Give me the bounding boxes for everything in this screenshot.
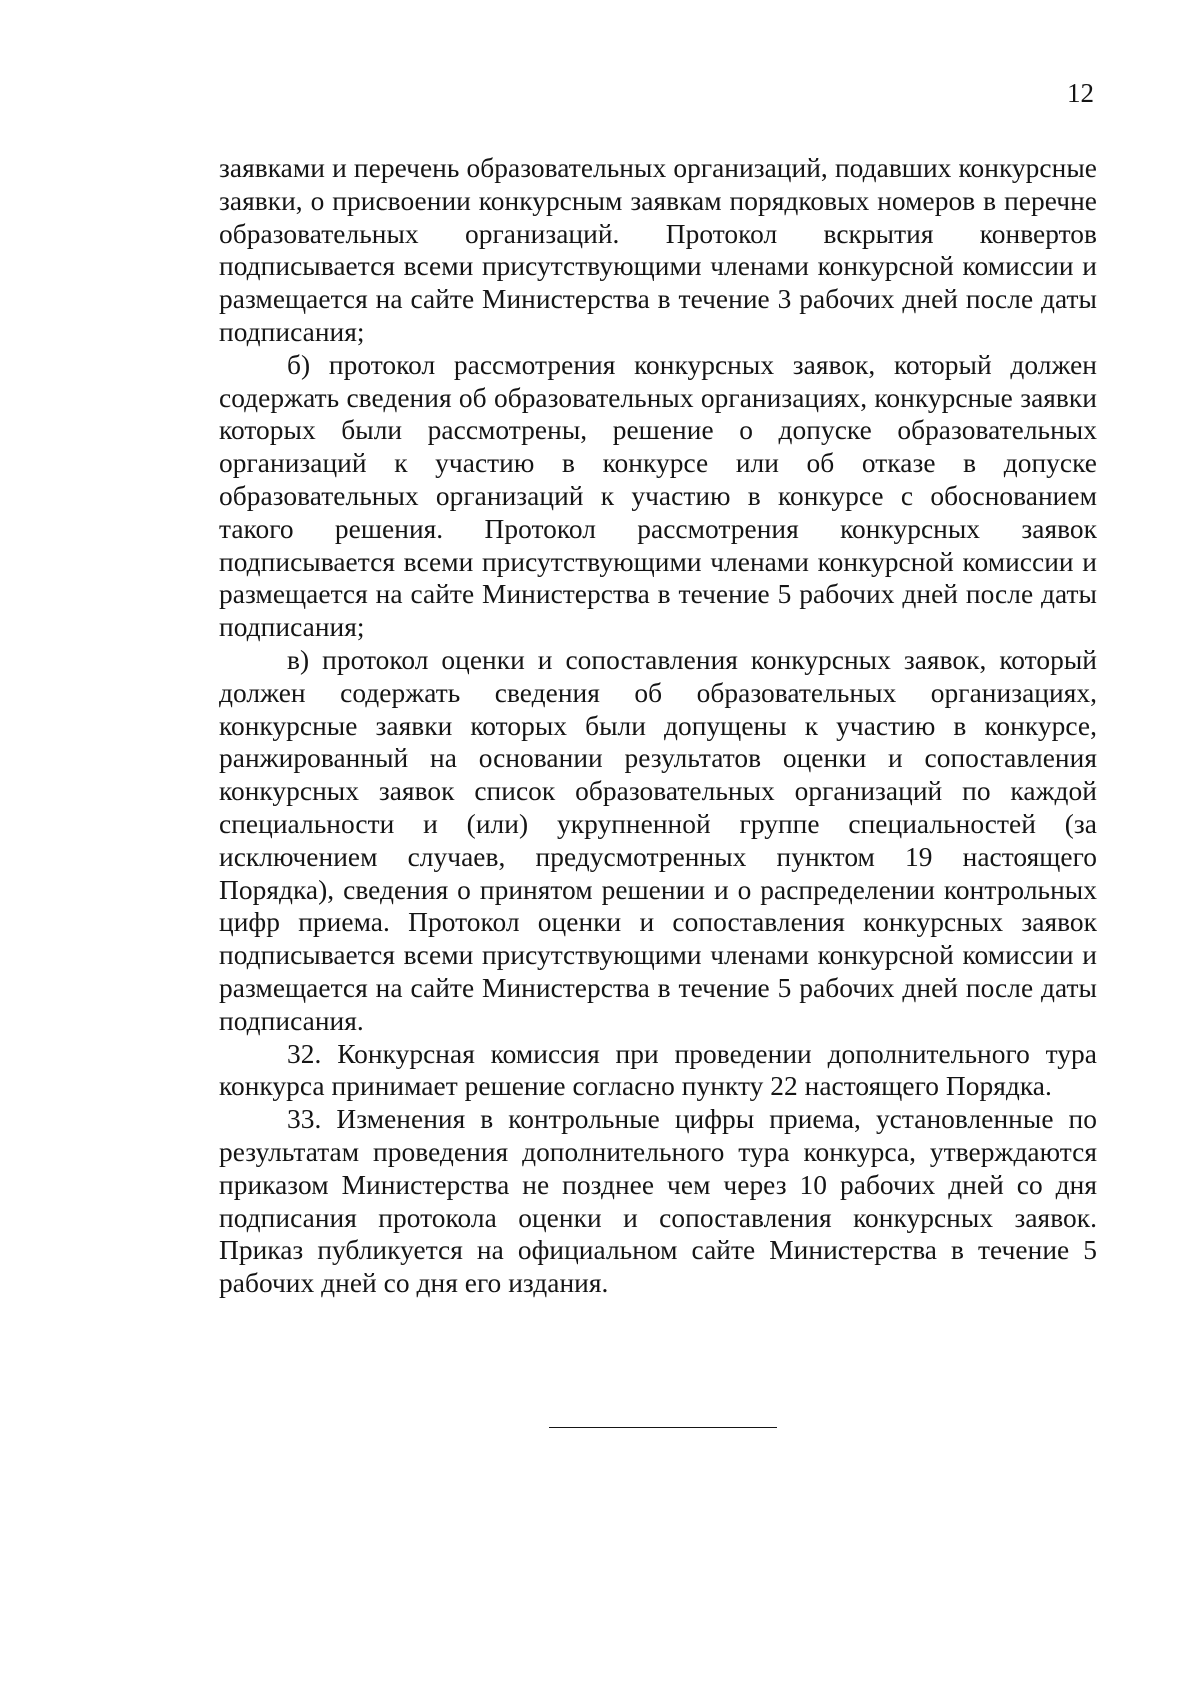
document-body (219, 152, 1097, 1300)
paragraph-clause-32: 32. Конкурсная комиссия при проведении дополнительного тура конкурса принимает решение согласно пункту 22 настоящего Порядка. (219, 1038, 1097, 1102)
paragraph-clause-33: 33. Изменения в контрольные цифры приема, установленные по результатам проведения дополнительного тура конкурса, утверждаются приказом Министерства не позднее чем через 10 рабочих дней со дня подписания протокола оценки и сопоставления конкурсных заявок. Приказ публикуется на официальном сайте Министерства в течение 5 рабочих дней со дня его издания. (219, 1104, 1097, 1299)
page-number: 12 (1067, 78, 1094, 108)
paragraph-item-b: б) протокол рассмотрения конкурсных заявок, который должен содержать сведения об образовательных организациях, конкурсные заявки которых были рассмотрены, решение о допуске образовательных организаций к участию в конкурсе или об отказе в допуске образовательных организаций к участию в конкурсе с обоснованием такого решения. Протокол рассмотрения конкурсных заявок подписывается всеми присутствующими членами конкурсной комиссии и размещается на сайте Министерства в течение 5 рабочих дней после даты подписания; (219, 349, 1097, 643)
paragraph-item-v: в) протокол оценки и сопоставления конкурсных заявок, который должен содержать сведения об образовательных организациях, конкурсные заявки которых были допущены к участию в конкурсе, ранжированный на основании результатов оценки и сопоставления конкурсных заявок список образовательных организаций по каждой специальности и (или) укрупненной группе специальностей (за исключением случаев, предусмотренных пунктом 19 настоящего Порядка), сведения о принятом решении и о распределении контрольных цифр приема. Протокол оценки и сопоставления конкурсных заявок подписывается всеми присутствующими членами конкурсной комиссии и размещается на сайте Министерства в течение 5 рабочих дней после даты подписания. (219, 644, 1097, 1036)
paragraph-continuation: заявками и перечень образовательных организаций, подавших конкурсные заявки, о присвоении конкурсным заявкам порядковых номеров в перечне образовательных организаций. Протокол вскрытия конвертов подписывается всеми присутствующими членами конкурсной комиссии и размещается на сайте Министерства в течение 3 рабочих дней после даты подписания; (219, 153, 1097, 347)
closing-divider-line (549, 1427, 777, 1428)
